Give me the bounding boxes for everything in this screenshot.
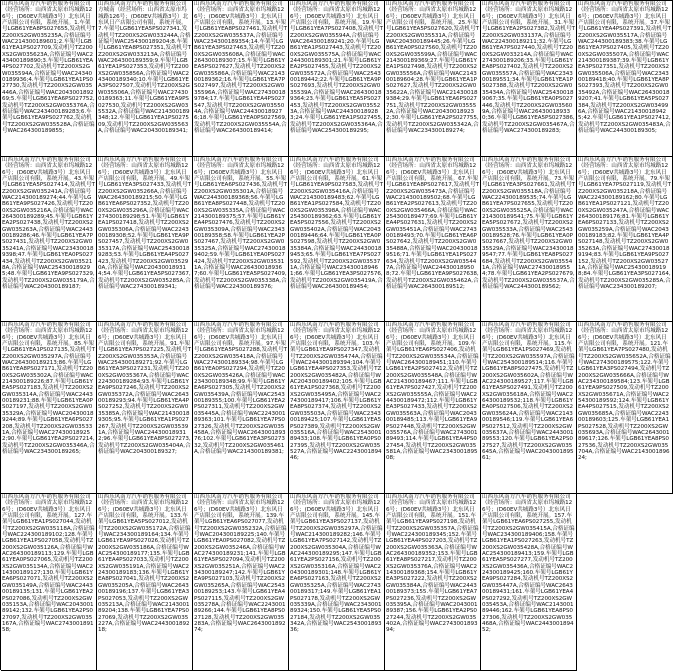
cell-text: 山西乐风南方汽车销售服务有限公司（经营场所：山西省太原市坞城路126号；(D60EV共城路3号）北东风日产店限公司有限，系统开展。109.车架号LGB61YEA6PS027406,发动机号TZ200XS2GW035534A,合格证编号WAC264300189451;110.车架号LGB61YEA2PS027412,发动机号TZ200XS2GW035548A,合格证编号WAC214300189467;111.车架号LGB61YEA7PS027427,发动机号TZ200XS2GW035555A,合格证编号WAC244300189472;112.车架号LGB61YEA3PS027433,发动机号TZ200XS2GW035563A,合格证编号WAC204300189485;113.车架号LGB61YEA9PS027448,发动机号TZ200XS2GW035576A,合格证编号WAC274300189493;114.车架号LGB61YEA4PS027454,发动机号TZ200XS2GW035581A,合格证编号WAC234300189508; xyxy=(386,322,479,462)
document-cell xyxy=(385,157,481,322)
cell-text: 山西乐风南方汽车销售服务有限公司（经营场所：山西省太原市坞城路126号；(D60EV共城路3号）北东风日产店限公司有限，系统开展。37.车架号LGB61YEA4PS027391,发动机号TZ200XS2GW035517A,合格证编号WAC244300189383;38.车架号LGB61YEA7PS027405,发动机号TZ200XS2GW035507A,合格证编号WAC214300189387;39.车架号LGB61YEA3PS027351,发动机号TZ200XS2GW035506A,合格证编号WAC234300189418;40.车架号LGB61YEA8PS027393,发动机号TZ200XS2GW035492A,合格证编号WAC264300189207;41.车架号LGB61YEA5PS027384,发动机号TZ200XS2GW034996A,合格证编号WAC214300189425;42.车架号LGB61YEA1PS027412,发动机号TZ200XS2GW035483A,合格证编号WAC244300189305; xyxy=(578,1,671,134)
cell-text: 山西乐风南方汽车销售服务有限公司（经营场所：山西省太原市坞城路126号；(D60EV共城路3号）北东风日产店限公司有限，系统开展。61.车架号LGB61YEA9PS027583,发动机号TZ200XS2GW035416A,合格证编号WAC214300189483;62.车架号LGB61YEA1PS027584,发动机号TZ200XS2GW035398A,合格证编号WAC254300189362;63.车架号LGB61YEA5PS027556,发动机号TZ200XS2GW035402A,合格证编号WAC204300189446;64.车架号LGB61YEA0PS027598,发动机号TZ200XS2GW035384A,合格证编号WAC244300189453;65.车架号LGB61YEA7PS027592,发动机号TZ200XS2GW035371A,合格证编号WAC234300189461;66.车架号LGB61YEA3PS027576,发动机号TZ200XS2GW035419A,合格证编号WAC264300189454; xyxy=(290,157,383,290)
document-cell xyxy=(289,322,385,494)
document-cell xyxy=(1,157,97,322)
document-cell xyxy=(97,157,193,322)
document-cell xyxy=(385,1,481,157)
document-cell xyxy=(193,494,289,671)
cell-text: 山西乐风南方汽车销售服务有限公司（经营场所：山西省太原市坞城路126号；(D60EV共城路3号）北东风日产店限公司有限，系统开展。43.车架号LGB61YEA5PS027414,发动机号TZ200XS2GW035241A,合格证编号WAC214300189274;44.车架号LGB61YEA9PS027426,发动机号TZ200XS2GW035216A,合格证编号WAC264300189289;45.车架号LGB61YEA2PS027438,发动机号TZ200XS2GW035263A,合格证编号WAC244300189286;46.车架号LGB61YEA7PS027431,发动机号TZ200XS2GW035241A,合格证编号WAC234300189398;47.车架号LGB61YEA0PS027434,发动机号TZ200XS2GW035218A,合格证编号WAC254300189295;48.车架号LGB61YEA9PS027329,发动机号TZ200XS2GW035179A,合格证编号WAC204300189187; xyxy=(2,157,95,290)
cell-text: 山西乐风南方汽车销售服务有限公司（经营场所：山西省太原市坞城路126号；(D60EV共城路3号）北东风日产店限公司有限，系统开展。157.车架号LGB61YEA6PS027255,发动机号TZ200XS2GW035415A,合格证编号WAC234300189406;158.车架号LGB61YEA1PS027263,发动机号TZ200XS2GW035428A,合格证编号WAC254300189413;159.车架号LGB61YEA5PS027277,发动机号TZ200XS2GW035436A,合格证编号WAC224300189425;160.车架号LGB61YEA9PS027284,发动机号TZ200XS2GW035447A,合格证编号WAC264300189431;161.车架号LGB61YEA4PS027292,发动机号TZ200XS2GW035453A,合格证编号WAC214300189446;162.车架号LGB61YEA8PS027306,发动机号TZ200XS2GW035468A,合格证编号WAC244300189452; xyxy=(482,494,575,634)
document-cell xyxy=(193,1,289,157)
cell-text: 山西乐风南方汽车销售服务有限公司（经营场所：山西省太原市坞城路126号；(D60EV共城路3号）北东风日产店限公司有限，系统开展。79.车架号LGB61YEA7PS027119,发动机号TZ200XS2GW035218A,合格证编号WAC224300189162;80.车架号LGB61YEA1PS027121,发动机号TZ200XS2GW035247A,合格证编号WAC264300189176;81.车架号LGB61YEA6PS027133,发动机号TZ200XS2GW035259A,合格证编号WAC204300189183;82.车架号LGB61YEA4PS027148,发动机号TZ200XS2GW035263A,合格证编号WAC274300189194;83.车架号LGB61YEA9PS027152,发动机号TZ200XS2GW035271A,合格证编号WAC254300189198;84.车架号LGB61YEA3PS027164,发动机号TZ200XS2GW035285A,合格证编号WAC234300189207; xyxy=(578,157,671,290)
document-cell xyxy=(1,494,97,671)
cell-text: 山西乐风南方汽车销售服务有限公司（经营场所：山西省太原市坞城路126号；(D60EV共城路3号）北东风日产店限公司有限，系统开展。103.车架号LGB61YEA9PS027347,发动机号TZ200XS2GW035474A,合格证编号WAC244300189394;104.车架号LGB61YEA4PS027353,发动机号TZ200XS2GW035482A,合格证编号WAC204300189402;105.车架号LGB61YEA1PS027368,发动机号TZ200XS2GW035495A,合格证编号WAC274300189417;106.车架号LGB61YEA8PS027374,发动机号TZ200XS2GW035503A,合格证编号WAC234300189425;107.车架号LGB61YEA5PS027389,发动机号TZ200XS2GW035516A,合格证编号WAC254300189433;108.车架号LGB61YEA0PS027395,发动机号TZ200XS2GW035527A,合格证编号WAC224300189446; xyxy=(290,322,383,462)
document-cell xyxy=(577,157,673,322)
document-cell xyxy=(481,1,577,157)
document-cell xyxy=(97,322,193,494)
cell-text: 山西乐风南方汽车销售服务有限公司（经营场所：山西省太原市坞城路126号；(D60EV共城路3号）北东风日产店限公司有限，系统开展。145.车架号LGB61YEA3PS027137,发动机号TZ200XS2GW035297A,合格证编号WAC214300189282;146.车架号LGB61YEA7PS027142,发动机号TZ200XS2GW035304A,合格证编号WAC244300189295;147.车架号LGB61YEA2PS027156,发动机号TZ200XS2GW035316A,合格证编号WAC204300189301;148.车架号LGB61YEA6PS027163,发动机号TZ200XS2GW035325A,合格证编号WAC274300189317;149.车架号LGB61YEA1PS027178,发动机号TZ200XS2GW035339A,合格证编号WAC234300189324;150.车架号LGB61YEA5PS027184,发动机号TZ200XS2GW035342A,合格证编号WAC254300189336; xyxy=(290,494,383,634)
document-cell xyxy=(97,494,193,671)
cell-text: 山西乐风南方汽车销售服务有限公司（经营场所：山西省太原市坞城路126号；(D60EV共城路3号）北东风日产店限公司有限，系统开展。121.车架号LGB61YEA7PS027480,发动机号TZ200XS2GW035652A,合格证编号WAC274300189575;122.车架号LGB61YEA3PS027494,发动机号TZ200XS2GW035666A,合格证编号WAC234300189584;123.车架号LGB61YEA9PS027509,发动机号TZ200XS2GW035671A,合格证编号WAC254300189592;124.车架号LGB61YEA4PS027515,发动机号TZ200XS2GW035685A,合格证编号WAC224300189603;125.车架号LGB61YEA1PS027528,发动机号TZ200XS2GW035693A,合格证编号WAC264300189617;126.车架号LGB61YEA8PS027536,发动机号TZ200XS2GW035704A,合格证编号WAC214300189624; xyxy=(578,322,671,462)
document-cell xyxy=(577,322,673,494)
document-cell xyxy=(385,322,481,494)
cell-text: 山西乐风南方汽车销售服务有限公司（经营场所：山西省太原市坞城路126号；(D60EV共城路3号）北东风日产店限公司有限，系统开展。115.车架号LGB61YEA1PS027469,发动机号TZ200XS2GW035597A,合格证编号WAC254300189514;116.车架号LGB61YEA8PS027475,发动机号TZ200XS2GW035602A,合格证编号WAC224300189527;117.车架号LGB61YEA5PS027491,发动机号TZ200XS2GW035618A,合格证编号WAC264300189532;118.车架号LGB61YEA0PS027506,发动机号TZ200XS2GW035624A,合格证编号WAC214300189546;119.车架号LGB61YEA6PS027512,发动机号TZ200XS2GW035637A,合格证编号WAC244300189553;120.车架号LGB61YEA2PS027527,发动机号TZ200XS2GW035645A,合格证编号WAC204300189561; xyxy=(482,322,575,462)
document-cell xyxy=(193,157,289,322)
document-cell xyxy=(193,322,289,494)
document-cell xyxy=(289,157,385,322)
cell-text: 山西乐风南方汽车销售服务有限公司方城南（经营场所：山西省太原市坞城路126号；(D60EV共城路3号）北东风日产店限公司有限，系统开展。7.车架号LGB61YEA5PS027341,发动机号TZ200XS2GW033244A,合格证编号WAC254300189204;8.车架号LGB61YEA8PS027351,发动机号TZ200XS2GW033213A,合格证编号WAC264300189359;9.车架号LGB61YEA1PS027353,发动机号TZ200XS2GW035856A,合格证编号WAC243400189340;10.车架号LGB61YEA3PS027507,发动机号TZ200XS2GW035506A,合格证编号WAC274300189363;11.车架号LGB61YEA9PS027530,发动机号TZ200XS2GW035532A,合格证编号WAC214300189348;12.车架号LGB61YEA1PS027509,发动机号TZ200XS2GW035563A,合格证编号WAC204300189341; xyxy=(98,1,191,134)
cell-text: 山西乐风南方汽车销售服务有限公司（经营场所：山西省太原市坞城路126号；(D60EV共城路3号）北东风日产店限公司有限，系统开展。85.车架号LGB61YEA1PS027135,发动机号TZ200XS2GW035297A,合格证编号WAC264300189213;86.车架号LGB61YEA8PS027171,发动机号TZ200XS2GW035302A,合格证编号WAC214300189226;87.车架号LGB61YEA5PS027183,发动机号TZ200XS2GW035314A,合格证编号WAC244300189231;88.车架号LGB61YEA0PS027197,发动机号TZ200XS2GW035329A,合格证编号WAC204300189244;89.车架号LGB61YEA6PS027208,发动机号TZ200XS2GW035331A,合格证编号WAC274300189252;90.车架号LGB61YEA2PS027214,发动机号TZ200XS2GW035346A,合格证编号WAC234300189265; xyxy=(2,322,95,455)
document-cell xyxy=(289,494,385,671)
document-cell xyxy=(289,1,385,157)
document-cell xyxy=(577,1,673,157)
cell-text: 山西乐风南方汽车销售服务有限公司（经营场所：山西省太原市坞城路126号；(D60EV共城路3号）北东风日产店限公司有限，系统开展。73.车架号LGB61YEA3PS027661,发动机号TZ200XS2GW035518A,合格证编号WAC224300189535;74.车架号LGB61YEA7PS027655,发动机号TZ200XS2GW035525A,合格证编号WAC214300189541;75.车架号LGB61YEA5PS027672,发动机号TZ200XS2GW035533A,合格证编号WAC254300189528;76.车架号LGB61YEA0PS027667,发动机号TZ200XS2GW035529A,合格证编号WAC234300189547;77.车架号LGB61YEA8PS027684,发动机号TZ200XS2GW035541A,合格证编号WAC274300189554;78.车架号LGB61YEA2PS027679,发动机号TZ200XS2GW035537A,合格证编号WAC244300189562; xyxy=(482,157,575,290)
cell-text: 山西乐风南方汽车销售服务有限公司（经营场所：山西省太原市坞城路126号；(D60EV共城路3号）北东风日产店限公司有限，系统开展。19.车架号LGB61YEA7PS027408,发动机号TZ200XS2GW035594A,合格证编号WAC264300189241;20.车架号LGB61YEA1PS027443,发动机号TZ200XS2GW035575A,合格证编号WAC244300189301;21.车架号LGB61YEA2PS027455,发动机号TZ200XS2GW035572A,合格证编号WAC254300189442;22.车架号LGB61YEA9PS027693,发动机号TZ200XS2GW035539A,合格证编号WAC264300189364;23.车架号LGB61YEA5PS027453,发动机号TZ200XS2GW035523A,合格证编号WAC244300189283;24.车架号LGB61YEA1PS027455,发动机号TZ200XS2GW035364A,合格证编号WAC254300189295; xyxy=(290,1,383,134)
document-cell xyxy=(97,1,193,157)
cell-text: 山西乐风南方汽车销售服务有限公司（经营场所：山西省太原市坞城路126号；(D60EV共城路3号）北东风日产店限公司有限，系统开展。67.车架号LGB61YEA8PS027617,发动机号TZ200XS2GW035473A,合格证编号WAC214300189502;68.车架号LGB61YEA2PS027613,发动机号TZ200XS2GW035466A,合格证编号WAC254300189477;69.车架号LGB61YEA4PS027631,发动机号TZ200XS2GW035451A,合格证编号WAC274300189493;70.车架号LGB61YEA6PS027642,发动机号TZ200XS2GW035488A,合格证编号WAC204300189516;71.车架号LGB61YEA1PS027634,发动机号TZ200XS2GW035447A,合格证编号WAC244300189508;72.车架号LGB61YEA9PS027638,发动机号TZ200XS2GW035462A,合格证编号WAC264300189512; xyxy=(386,157,479,290)
document-cell xyxy=(481,494,577,671)
cell-text: 山西乐风南方汽车销售服务有限公司（经营场所：山西省太原市坞城路126号；(D60EV共城路3号）北东风日产店限公司有限，系统开展。151.车架号LGB61YEA9PS027198,发动机号TZ200XS2GW035357A,合格证编号WAC224300189345;152.车架号LGB61YEA4PS027203,发动机号TZ200XS2GW035363A,合格证编号WAC264300189352;153.车架号LGB61YEA8PS027217,发动机号TZ200XS2GW035376A,合格证编号WAC214300189368;154.车架号LGB61YEA3PS027222,发动机号TZ200XS2GW035384A,合格证编号WAC244300189373;155.车架号LGB61YEA7PS027236,发动机号TZ200XS2GW035395A,合格证编号WAC204300189387;156.车架号LGB61YEA2PS027244,发动机号TZ200XS2GW035402A,合格证编号WAC274300189394; xyxy=(386,494,479,634)
cell-text: 山西乐风南方汽车销售服务有限公司（经营场所：山西省太原市坞城路126号；(D60EV共城路3号）北东风日产店限公司有限，系统开展。31.车架号LGB61YEA2PS027382,发动机号TZ200XS2GW033137A,合格证编号WAC224300189211;32.车架号LGB61YEA7PS027440,发动机号TZ200XS2GW033214A,合格证编号WAC274300189206;33.车架号LGB61YEA8PS027402,发动机号TZ200XS2GW035557A,合格证编号WAC234300189551;34.车架号LGB61YEA1PS027388,发动机号TZ200XS2GW035434A,合格证编号WAC254300189067;35.车架号LGB61YEA0PS027446,发动机号TZ200XS2GW035609A,合格证编号WAC264300189330;36.车架号LGB61YEA5PS027386,发动机号TZ200XS2GW035467A,合格证编号WAC274300189283; xyxy=(482,1,575,134)
cell-text: 山西乐风南方汽车销售服务有限公司（经营场所：山西省太原市坞城路126号；(D60EV共城路3号）北东风日产店限公司有限，系统开展。91.车架号LGB61YEA7PS027225,发动机号TZ200XS2GW035353A,合格证编号WAC254300189271;92.车架号LGB61YEA3PS027231,发动机号TZ200XS2GW035367A,合格证编号WAC224300189284;93.车架号LGB61YEA9PS027246,发动机号TZ200XS2GW035372A,合格证编号WAC264300189293;94.车架号LGB61YEA4PS027252,发动机号TZ200XS2GW035385A,合格证编号WAC214300189305;95.车架号LGB61YEA1PS027267,发动机号TZ200XS2GW035391A,合格证编号WAC244300189312;96.车架号LGB61YEA8PS027273,发动机号TZ200XS2GW035404A,合格证编号WAC204300189327; xyxy=(98,322,191,455)
document-cell xyxy=(481,322,577,494)
cell-text: 山西乐风南方汽车销售服务有限公司（经营场所：山西省太原市坞城路126号；(D60EV共城路3号）北东风日产店限公司有限，系统开展。1.车架号LGB61YEA8PS027655,发动机号TZ200XS2GW035235A,合格证编号WAC214300189601;2.车架号LGB61YEA1PS027709,发动机号TZ200XS2GW035623A,合格证编号WAC243400189890;3.车架号LGB61YEA4PS027702,发动机号TZ200XS2GW035594A,合格证编号WAC243400189936;4.车架号LGB61YEA1PS027730,发动机号TZ200XS2GW035446A,合格证编号WAC204300189269;5.车架号LGB61YEA6PS027752,发动机号TZ200XS2GW035376A,合格证编号WAC243400189283;6.车架号LGB61YEA9PS027762,发动机号TZ200XS2GW035528A,合格证编号WAC264300189855; xyxy=(2,1,95,134)
cell-text: 山西乐风南方汽车销售服务有限公司（经营场所：山西省太原市坞城路126号；(D60EV共城路3号）北东风日产店限公司有限，系统开展。127.车架号LGB61YEA1PS027044,发动机号TZ200XS2GW035118A,合格证编号WAC224300189102;128.车架号LGB61YEA1PS027058,发动机号TZ200XS2GW035126A,合格证编号WAC264300189113;129.车架号LGB61YEA0PS027065,发动机号TZ200XS2GW035134A,合格证编号WAC214300189127;130.车架号LGB61YEA6PS027071,发动机号TZ200XS2GW035149A,合格证编号WAC244300189135;131.车架号LGB61YEA2PS027086,发动机号TZ200XS2GW035153A,合格证编号WAC204300189142;132.车架号LGB61YEA2PS027097,发动机号TZ200XS2GW035167A,合格证编号WAC274300189158; xyxy=(2,494,95,634)
cell-text: 山西乐风南方汽车销售服务有限公司（经营场所：山西省太原市坞城路126号；(D60EV共城路3号）北东风日产店限公司有限，系统开展。49.车架号LGB61YEA3PS027433,发动机号TZ200XS2GW035266A,合格证编号WAC264300189215;50.车架号LGB61YEA6PS027352,发动机号TZ200XS2GW035296A,合格证编号WAC274300189298;51.车架号LGB61YEA1PS027418,发动机号TZ200XS2GW035306A,合格证编号WAC224300189308;52.车架号LGB61YEA9PS027457,发动机号TZ200XS2GW035317A,合格证编号WAC254300189283;53.车架号LGB61YEA4PS027423,发动机号TZ200XS2GW035290A,合格证编号WAC204300189314;54.车架号LGB61YEA5PS027367,发动机号TZ200XS2GW035285A,合格证编号WAC274300189341; xyxy=(98,157,191,290)
document-cell xyxy=(481,157,577,322)
cell-text: 山西乐风南方汽车销售服务有限公司（经营场所：山西省太原市坞城路126号；(D60EV共城路3号）北东风日产店限公司有限，系统开展。13.车架号LGB61YEA8PS027461,发动机号TZ200XS2GW035537A,合格证编号WAC234300189354;14.车架号LGB61YEA3PS027463,发动机号TZ200XS2GW035608A,合格证编号WAC264300189307;15.车架号LGB61YEA5PS027627,发动机号TZ200XS2GW035586A,合格证编号WAC214300189362;16.车架号LGB61YEA7PS027497,发动机号TZ200XS2GW035596A,合格证编号WAC274300189784;17.车架号LGB61YEA4PS027547,发动机号TZ200XS2GW035504A,合格证编号WAC244300189276;18.车架号LGB61YEA0PS027569,发动机号TZ200XS2GW035554A,合格证编号WAC264300189414; xyxy=(194,1,287,134)
cell-text: 山西乐风南方汽车销售服务有限公司（经营场所：山西省太原市坞城路126号；(D60EV共城路3号）北东风日产店限公司有限，系统开展。139.车架号LGB61YEA6PS027077,发动机号TZ200XS2GW035232A,合格证编号WAC204300189225;140.车架号LGB61YEA0PS027082,发动机号TZ200XS2GW035246A,合格证编号WAC274300189231;141.车架号LGB61YEA5PS027094,发动机号TZ200XS2GW035251A,合格证编号WAC234300189247;142.车架号LGB61YEA9PS027103,发动机号TZ200XS2GW035265A,合格证编号WAC254300189253;143.车架号LGB61YEA4PS027115,发动机号TZ200XS2GW035278A,合格证编号WAC224300189266;144.车架号LGB61YEA8PS027128,发动机号TZ200XS2GW035283A,合格证编号WAC264300189274; xyxy=(194,494,287,634)
document-cell xyxy=(1,1,97,157)
document-cell xyxy=(1,322,97,494)
cell-text: 山西乐风南方汽车销售服务有限公司（经营场所：山西省太原市坞城路126号；(D60EV共城路3号）北东风日产店限公司有限，系统开展。55.车架号LGB61YEA6PS027436,发动机号TZ200XS2GW035301A,合格证编号WAC244300189368;56.车架号LGB61YEA8PS027448,发动机号TZ200XS2GW035335A,合格证编号WAC214300189375;57.车架号LGB61YEA4PS027476,发动机号TZ200XS2GW035309A,合格证编号WAC234300189358;58.车架号LGB61YEA2PS027467,发动机号TZ200XS2GW035325A,合格证编号WAC274300189402;59.车架号LGB61YEA0PS027424,发动机号TZ200XS2GW035311A,合格证编号WAC264300189367;60.车架号LGB61YEA5PS027409,发动机号TZ200XS2GW035338A,合格证编号WAC224300189376; xyxy=(194,157,287,290)
cell-text: 山西乐风南方汽车销售服务有限公司（经营场所：山西省太原市坞城路126号；(D60EV共城路3号）北东风日产店限公司有限，系统开展。25.车架号LGB61YEA5PS027620,发动机号TZ200XS2GW035531A,合格证编号WAC204300189445;26.车架号LGB61YEA0PS027560,发动机号TZ200XS2GW035599A,合格证编号WAC214300189369;27.车架号LGB61YEA1PS027498,发动机号TZ200XS2GW035556A,合格证编号WAC214300189604;28.车架号LGB61YEA1PS027627,发动机号TZ200XS2GW035622A,合格证编号WAC214300189384;29.车架号LGB61YEA6PS027751,发动机号TZ200XS2GW035552A,合格证编号WAC204300189232;30.车架号LGB61YEA2PS027755,发动机号TZ200XS2GW035342A,合格证编号WAC234300189274; xyxy=(386,1,479,134)
document-cell xyxy=(385,494,481,671)
cell-text: 山西乐风南方汽车销售服务有限公司（经营场所：山西省太原市坞城路126号；(D60EV共城路3号）北东风日产店限公司有限，系统开展。97.车架号LGB61YEA5PS027288,发动机号TZ200XS2GW035418A,合格证编号WAC274300189334;98.车架号LGB61YEA0PS027294,发动机号TZ200XS2GW035426A,合格证编号WAC234300189348;99.车架号LGB61YEA6PS027305,发动机号TZ200XS2GW035439A,合格证编号WAC254300189355;100.车架号LGB61YEA2PS027311,发动机号TZ200XS2GW035445A,合格证编号WAC224300189363;101.车架号LGB61YEA7PS027326,发动机号TZ200XS2GW035458A,合格证编号WAC264300189376;102.车架号LGB61YEA3PS027332,发动机号TZ200XS2GW035461A,合格证编号WAC214300189381; xyxy=(194,322,287,455)
cell-text: 山西乐风南方汽车销售服务有限公司（经营场所：山西省太原市坞城路126号；(D60EV共城路3号）北东风日产店限公司有限，系统开展。133.车架号LGB61YEA5PS027012,发动机号TZ200XS2GW035172A,合格证编号WAC234300189164;134.车架号LGB61YEA9PS027026,发动机号TZ200XS2GW035186A,合格证编号WAC254300189177;135.车架号LGB61YEA4PS027033,发动机号TZ200XS2GW035191A,合格证编号WAC224300189183;136.车架号LGB61YEA8PS027041,发动机号TZ200XS2GW035205A,合格证编号WAC264300189196;137.车架号LGB61YEA3PS027053,发动机号TZ200XS2GW035213A,合格证编号WAC214300189204;138.车架号LGB61YEA7PS027069,发动机号TZ200XS2GW035227A,合格证编号WAC244300189218; xyxy=(98,494,191,634)
